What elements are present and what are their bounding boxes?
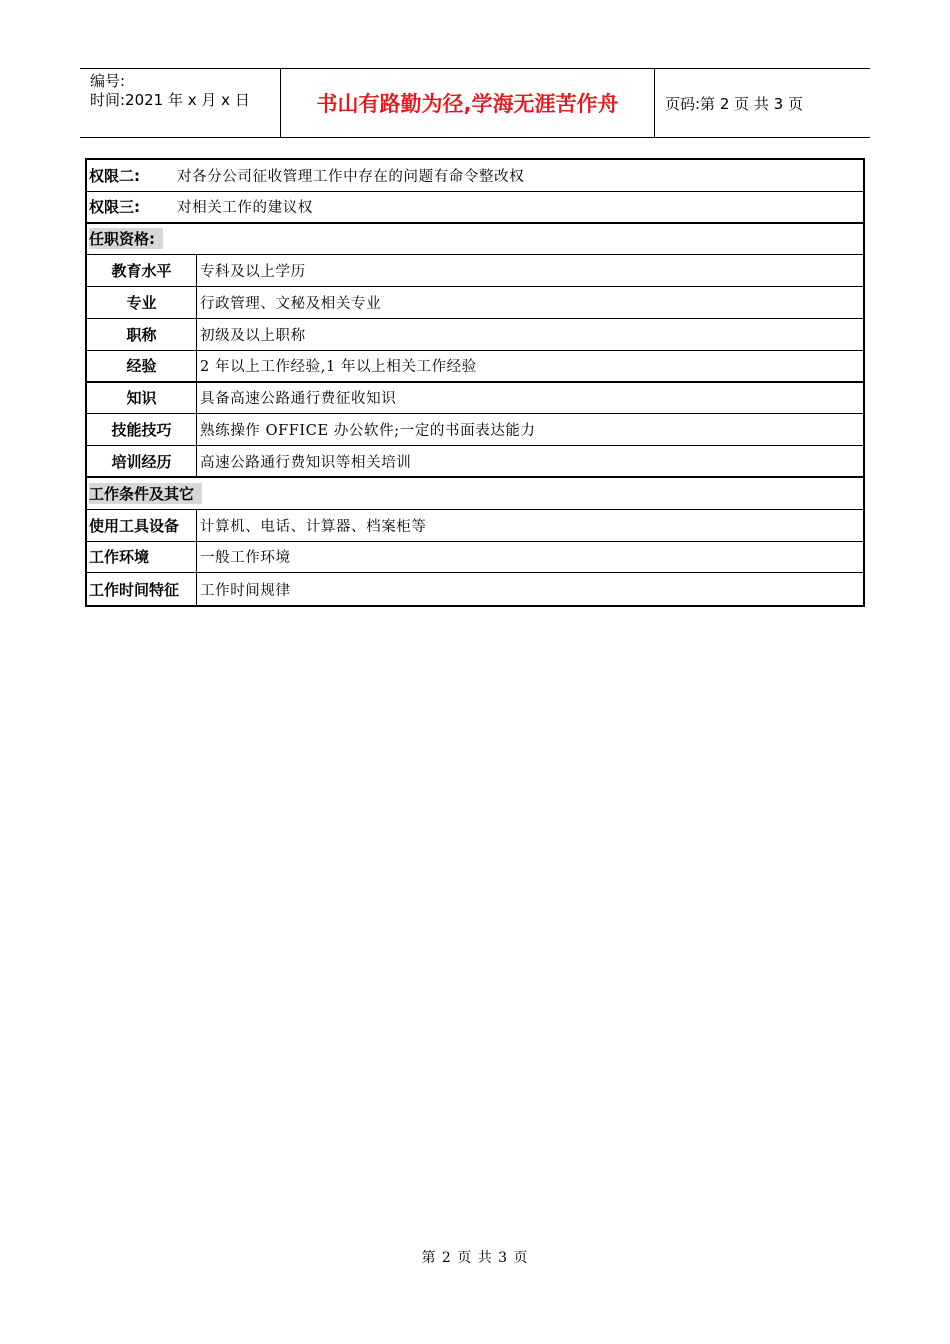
qualification-label: 经验 bbox=[87, 351, 197, 381]
conditions-label: 使用工具设备 bbox=[87, 510, 197, 541]
qualification-value: 行政管理、文秘及相关专业 bbox=[200, 296, 382, 313]
authority-label: 权限二: bbox=[89, 166, 140, 185]
qualification-value: 初级及以上职称 bbox=[200, 327, 306, 344]
conditions-label: 工作环境 bbox=[87, 542, 197, 573]
conditions-value: 计算机、电话、计算器、档案柜等 bbox=[200, 518, 427, 535]
qualification-value: 高速公路通行费知识等相关培训 bbox=[200, 454, 412, 471]
qualification-value: 专科及以上学历 bbox=[200, 264, 306, 281]
job-description-table bbox=[85, 158, 865, 607]
qualification-title: 任职资格: bbox=[89, 228, 163, 249]
authority-row bbox=[87, 160, 863, 192]
qualification-label: 教育水平 bbox=[87, 255, 197, 286]
qualification-row bbox=[87, 351, 863, 383]
conditions-title: 工作条件及其它 bbox=[89, 483, 202, 504]
page-header bbox=[80, 68, 870, 138]
qualification-value: 具备高速公路通行费征收知识 bbox=[200, 391, 397, 408]
conditions-value: 一般工作环境 bbox=[200, 550, 291, 567]
conditions-label: 工作时间特征 bbox=[87, 573, 197, 605]
qualification-label: 职称 bbox=[87, 319, 197, 350]
page-footer: 第 2 页 共 3 页 bbox=[421, 1250, 529, 1266]
conditions-row bbox=[87, 510, 863, 542]
conditions-row bbox=[87, 542, 863, 574]
authority-row bbox=[87, 192, 863, 224]
qualification-value: 2 年以上工作经验,1 年以上相关工作经验 bbox=[200, 359, 477, 376]
authority-label: 权限三: bbox=[89, 198, 140, 217]
conditions-row bbox=[87, 573, 863, 605]
qualification-label: 专业 bbox=[87, 287, 197, 318]
authority-text: 对各分公司征收管理工作中存在的问题有命令整改权 bbox=[177, 168, 525, 185]
conditions-section-header bbox=[87, 478, 863, 510]
qualification-row bbox=[87, 446, 863, 478]
qualification-label: 技能技巧 bbox=[87, 414, 197, 445]
qualification-section-header bbox=[87, 224, 863, 256]
qualification-row bbox=[87, 383, 863, 415]
qualification-value: 熟练操作 OFFICE 办公软件;一定的书面表达能力 bbox=[200, 423, 536, 440]
qualification-row bbox=[87, 414, 863, 446]
qualification-row bbox=[87, 255, 863, 287]
header-meta bbox=[80, 69, 281, 137]
conditions-value: 工作时间规律 bbox=[200, 582, 291, 599]
document-number-label: 编号: bbox=[90, 72, 126, 90]
authority-text: 对相关工作的建议权 bbox=[177, 200, 313, 217]
qualification-label: 知识 bbox=[87, 383, 197, 414]
header-motto: 书山有路勤为径,学海无涯苦作舟 bbox=[281, 69, 655, 137]
document-date-label: 时间:2021 年 x 月 x 日 bbox=[90, 91, 250, 109]
qualification-row bbox=[87, 287, 863, 319]
qualification-row bbox=[87, 319, 863, 351]
header-page-number: 页码:第 2 页 共 3 页 bbox=[665, 94, 803, 113]
qualification-label: 培训经历 bbox=[87, 446, 197, 476]
